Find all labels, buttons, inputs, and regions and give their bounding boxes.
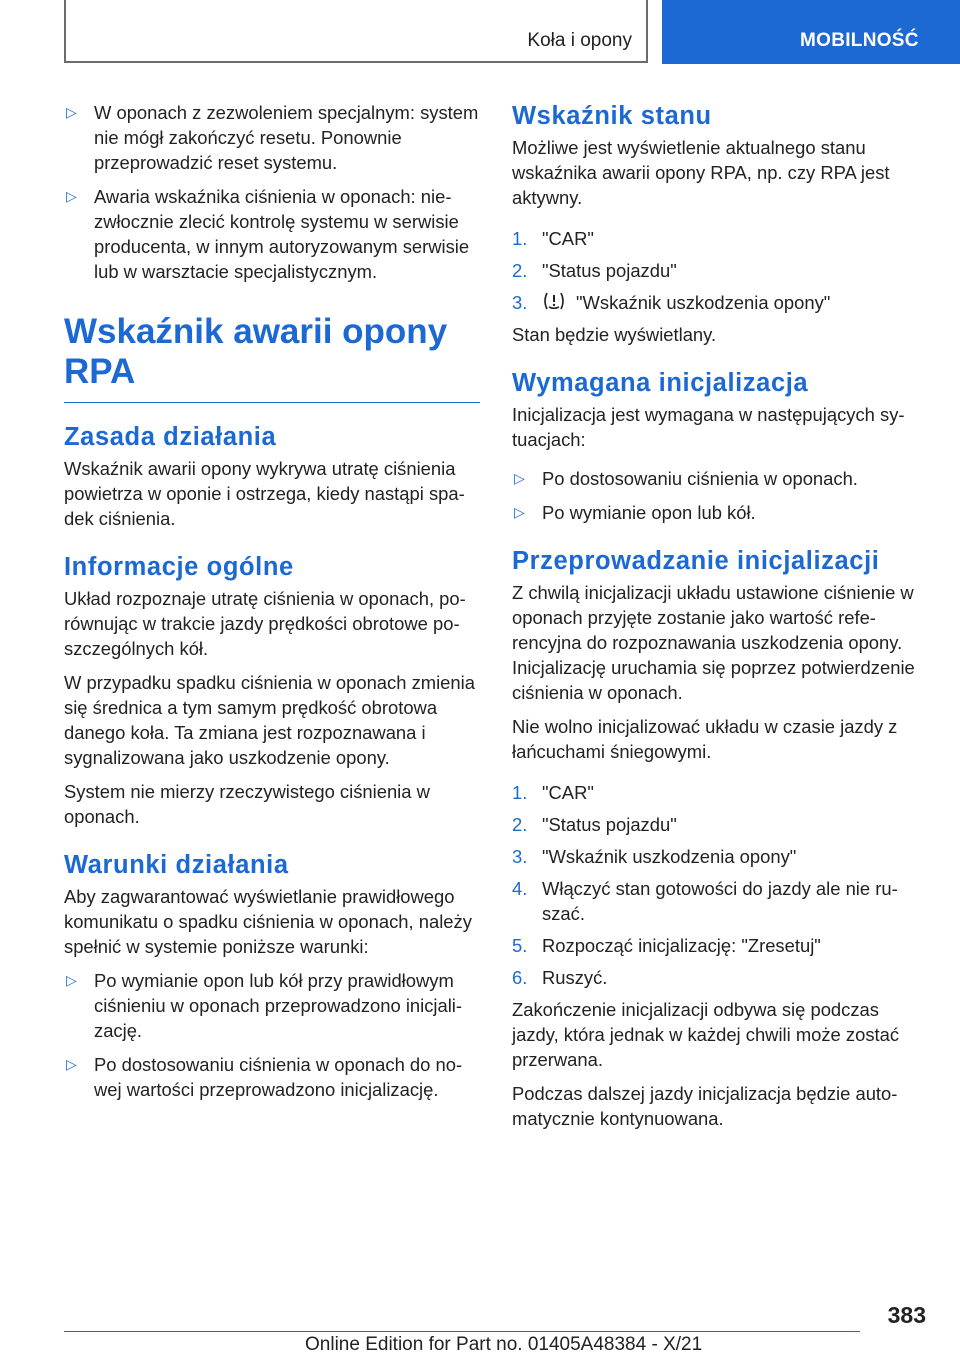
step-text: "CAR" bbox=[542, 228, 594, 249]
step-number: 6. bbox=[512, 967, 528, 988]
heading-stan: Wskaźnik stanu bbox=[512, 102, 712, 130]
heading-warunki: Warunki działania bbox=[64, 851, 289, 879]
triangle-bullet-icon: ▷ bbox=[66, 1056, 77, 1072]
heading-zasada: Zasada działania bbox=[64, 423, 277, 451]
bullet-text: W oponach z zezwoleniem specjalnym: system nie mógł zakończyć resetu. Ponownie przeprowadzić reset systemu. bbox=[94, 102, 479, 173]
step-item bbox=[512, 290, 928, 315]
paragraph: Układ rozpoznaje utratę ciśnienia w oponach, porównując w trakcie jazdy prędkości obrotowe poszczególnych kół. bbox=[64, 588, 466, 659]
heading-informacje: Informacje ogólne bbox=[64, 553, 294, 581]
list-item bbox=[64, 100, 480, 175]
step-text: "CAR" bbox=[542, 782, 594, 803]
bullet-text: Po dostosowaniu ciśnienia w oponach. bbox=[542, 468, 858, 489]
page-number: 383 bbox=[887, 1302, 926, 1328]
paragraph: Podczas dalszej jazdy inicjalizacja będzie automatycznie kontynuowana. bbox=[512, 1083, 898, 1129]
step-number: 3. bbox=[512, 292, 528, 313]
step-number: 2. bbox=[512, 814, 528, 835]
step-number: 5. bbox=[512, 935, 528, 956]
step-text: Włączyć stan gotowości do jazdy ale nie ruszać. bbox=[542, 878, 898, 924]
step-number: 1. bbox=[512, 782, 528, 803]
paragraph: W przypadku spadku ciśnienia w oponach zmienia się średnica a tym samym prędkość obrotowa danego koła. Ta zmiana jest rozpoznawana i sygnalizowana jako uszkodzenie opony. bbox=[64, 672, 475, 768]
paragraph: System nie mierzy rzeczywistego ciśnienia w oponach. bbox=[64, 781, 430, 827]
triangle-bullet-icon: ▷ bbox=[66, 188, 77, 204]
triangle-bullet-icon: ▷ bbox=[66, 104, 77, 120]
paragraph: Inicjalizacja jest wymagana w następujących sytuacjach: bbox=[512, 404, 905, 450]
step-number: 1. bbox=[512, 228, 528, 249]
step-number: 2. bbox=[512, 260, 528, 281]
left-column bbox=[64, 100, 480, 1111]
bullet-text: Awaria wskaźnika ciśnienia w oponach: niezwłocznie zlecić kontrolę systemu w serwisie producenta, w innym autoryzowanym serwisie lub w warsztacie specjalistycznym. bbox=[94, 186, 470, 282]
paragraph: Zakończenie inicjalizacji odbywa się podczas jazdy, która jednak w każdej chwili może zostać przerwana. bbox=[512, 999, 900, 1070]
list-item bbox=[64, 1052, 480, 1102]
triangle-bullet-icon: ▷ bbox=[514, 504, 525, 520]
step-text: Rozpocząć inicjalizację: "Zresetuj" bbox=[542, 935, 821, 956]
step-item bbox=[512, 226, 928, 251]
step-item bbox=[512, 812, 928, 837]
paragraph: Stan będzie wyświetlany. bbox=[512, 324, 717, 345]
heading-przeprowadzanie: Przeprowadzanie inicjalizacji bbox=[512, 547, 880, 575]
bullet-text: Po wymianie opon lub kół przy prawidłowym ciśnieniu w oponach przeprowadzono inicjalizację. bbox=[94, 970, 463, 1041]
paragraph: Z chwilą inicjalizacji układu ustawione ciśnienie w oponach przyjęte zostanie jako wartość referencyjna do rozpoznawania uszkodzenia opony. Inicjalizację uruchamia się poprzez potwierdzenie ciśnienia w oponach. bbox=[512, 582, 915, 703]
list-item bbox=[64, 968, 480, 1043]
step-item bbox=[512, 965, 928, 990]
paragraph: Nie wolno inicjalizować układu w czasie jazdy z łańcuchami śniegowymi. bbox=[512, 716, 898, 762]
list-item bbox=[64, 184, 480, 284]
list-item bbox=[512, 500, 928, 525]
step-text: "Status pojazdu" bbox=[542, 814, 677, 835]
step-number: 4. bbox=[512, 878, 528, 899]
footer-divider bbox=[64, 1331, 860, 1332]
main-title: Wskaźnik awarii opony RPA bbox=[64, 312, 448, 391]
title-divider bbox=[64, 402, 480, 403]
step-text: "Wskaźnik uszkodzenia opony" bbox=[576, 292, 831, 313]
chapter-box bbox=[64, 0, 648, 63]
paragraph: Możliwe jest wyświetlenie aktualnego stanu wskaźnika awarii opony RPA, np. czy RPA jest aktywny. bbox=[512, 137, 890, 208]
paragraph: Aby zagwarantować wyświetlanie prawidłowego komunikatu o spadku ciśnienia w oponach, należy spełnić w systemie poniższe warunki: bbox=[64, 886, 472, 957]
step-item bbox=[512, 780, 928, 805]
paragraph: Wskaźnik awarii opony wykrywa utratę ciśnienia powietrza w oponie i ostrzega, kiedy nastąpi spadek ciśnienia. bbox=[64, 458, 465, 529]
right-column bbox=[512, 100, 928, 1140]
step-text: "Status pojazdu" bbox=[542, 260, 677, 281]
step-text: "Wskaźnik uszkodzenia opony" bbox=[542, 846, 797, 867]
triangle-bullet-icon: ▷ bbox=[66, 972, 77, 988]
step-item bbox=[512, 933, 928, 958]
section-tab: MOBILNOŚĆ bbox=[662, 0, 960, 64]
edition-note: Online Edition for Part no. 01405A48384 - X/21 bbox=[305, 1334, 703, 1355]
step-item bbox=[512, 876, 928, 926]
step-number: 3. bbox=[512, 846, 528, 867]
tire-pressure-warning-icon bbox=[542, 290, 566, 312]
heading-wymagana: Wymagana inicjalizacja bbox=[512, 369, 809, 397]
bullet-text: Po dostosowaniu ciśnienia w oponach do nowej wartości przeprowadzono inicjalizację. bbox=[94, 1054, 463, 1100]
step-item bbox=[512, 258, 928, 283]
page-header bbox=[0, 0, 960, 66]
bullet-text: Po wymianie opon lub kół. bbox=[542, 502, 756, 523]
chapter-title: Koła i opony bbox=[527, 30, 632, 51]
step-text: Ruszyć. bbox=[542, 967, 608, 988]
step-item bbox=[512, 844, 928, 869]
list-item bbox=[512, 466, 928, 491]
triangle-bullet-icon: ▷ bbox=[514, 470, 525, 486]
